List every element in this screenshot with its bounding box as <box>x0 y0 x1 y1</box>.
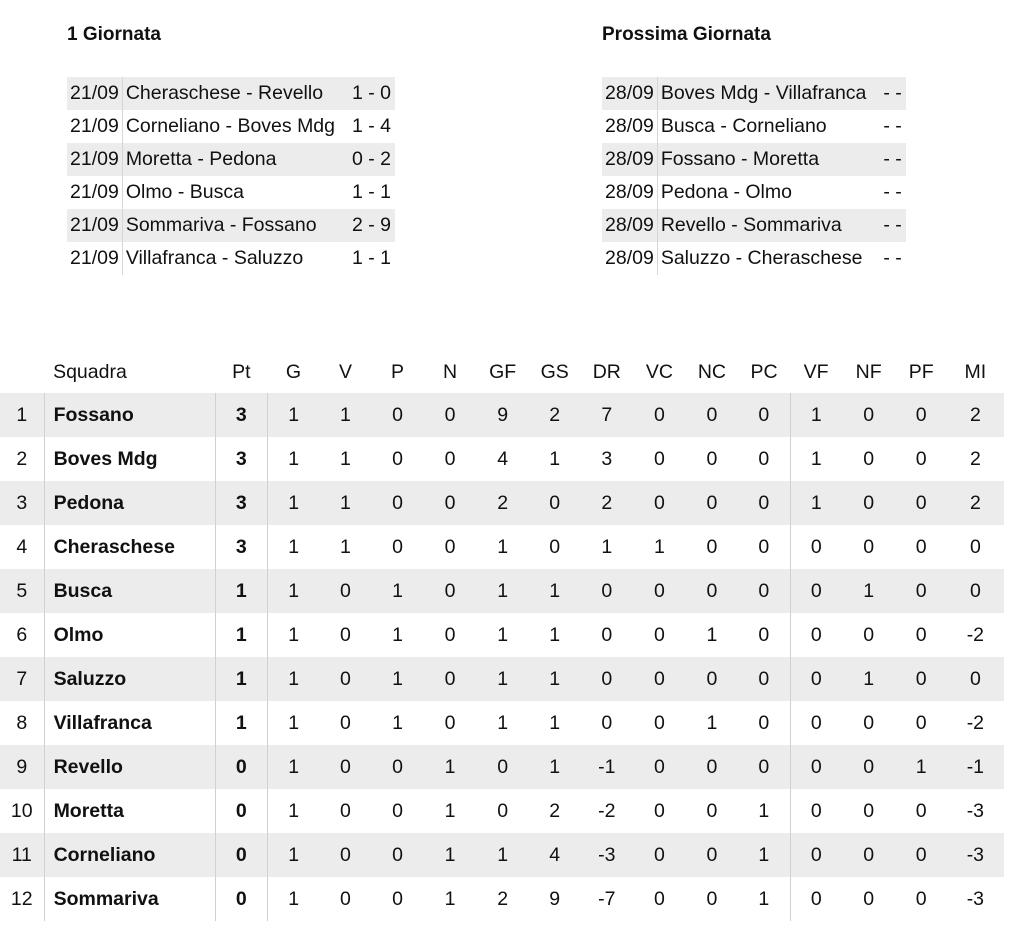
cell-home-draws: 0 <box>706 535 718 558</box>
cell-losses: 0 <box>372 745 424 789</box>
cell-wins: 1 <box>340 447 351 470</box>
cell-rank: 2 <box>16 447 28 470</box>
cell-rank: 5 <box>0 569 44 613</box>
fixture-row <box>67 209 395 242</box>
fixture-row <box>67 77 395 110</box>
fixture-date: 21/09 <box>67 242 122 275</box>
cell-goal-diff: 1 <box>601 535 613 558</box>
cell-goals-for: 0 <box>497 799 509 822</box>
cell-losses: 0 <box>372 833 424 877</box>
cell-played: 1 <box>288 447 300 470</box>
header-wins: V <box>338 361 352 383</box>
cell-home-wins: 0 <box>653 799 665 822</box>
table-row <box>0 877 1004 921</box>
cell-goals-against: 1 <box>529 569 581 613</box>
next-round-title: Prossima Giornata <box>602 24 771 45</box>
cell-team: Corneliano <box>44 833 215 877</box>
cell-points: 3 <box>215 481 267 525</box>
fixture-row <box>67 242 395 275</box>
cell-home-wins: 0 <box>633 833 686 877</box>
fixture-date: 28/09 <box>602 209 657 242</box>
cell-home-draws: 0 <box>686 745 738 789</box>
cell-played: 1 <box>288 535 300 558</box>
cell-goals-against: 1 <box>529 745 581 789</box>
cell-wins: 0 <box>319 745 371 789</box>
cell-home-wins: 1 <box>653 535 665 558</box>
fixture-row <box>602 77 906 110</box>
cell-goals-for: 2 <box>497 887 509 910</box>
cell-home-draws: 1 <box>706 623 718 646</box>
fixture-date: 21/09 <box>67 110 122 143</box>
fixture-score: - - <box>883 115 902 137</box>
cell-goals-against: 1 <box>529 657 581 701</box>
cell-rank: 3 <box>0 481 44 525</box>
cell-mi: -1 <box>947 745 1003 789</box>
fixture-match: Boves Mdg - Villafranca <box>657 77 869 110</box>
header-losses: P <box>391 361 405 383</box>
cell-away-draws: 0 <box>863 887 875 910</box>
cell-points: 0 <box>215 877 267 921</box>
cell-home-wins: 0 <box>633 745 686 789</box>
cell-goals-for: 2 <box>477 481 529 525</box>
cell-away-draws: 0 <box>863 799 875 822</box>
cell-home-losses: 1 <box>758 887 770 910</box>
cell-home-draws: 0 <box>686 481 738 525</box>
cell-away-draws: 0 <box>842 393 895 437</box>
header-away-wins: VF <box>803 361 829 383</box>
cell-home-draws: 0 <box>686 657 738 701</box>
fixture-match: Fossano - Moretta <box>657 143 869 176</box>
cell-away-draws: 0 <box>863 447 875 470</box>
cell-draws: 0 <box>424 481 477 525</box>
cell-mi: -3 <box>966 887 985 910</box>
cell-draws: 1 <box>424 745 477 789</box>
cell-goals-against: 1 <box>549 623 561 646</box>
cell-home-wins: 0 <box>653 623 665 646</box>
cell-draws: 0 <box>444 447 456 470</box>
cell-goals-for: 1 <box>477 569 529 613</box>
cell-rank: 9 <box>0 745 44 789</box>
header-played: G <box>285 361 301 383</box>
cell-home-losses: 0 <box>738 657 790 701</box>
cell-rank: 4 <box>16 535 28 558</box>
cell-rank: 1 <box>0 393 44 437</box>
cell-away-wins: 0 <box>790 525 842 569</box>
cell-losses: 0 <box>372 481 424 525</box>
fixture-date: 21/09 <box>67 176 122 209</box>
cell-goals-against: 1 <box>549 711 561 734</box>
cell-mi: 2 <box>947 481 1003 525</box>
fixture-match: Moretta - Pedona <box>122 143 338 176</box>
cell-home-draws: 0 <box>706 447 718 470</box>
header-home-wins: VC <box>645 361 673 383</box>
cell-draws: 0 <box>424 393 477 437</box>
cell-goals-against: 0 <box>549 535 561 558</box>
cell-wins: 0 <box>319 657 371 701</box>
cell-mi: -2 <box>966 623 985 646</box>
cell-draws: 1 <box>424 833 477 877</box>
cell-home-draws: 0 <box>686 393 738 437</box>
cell-goals-against: 9 <box>549 887 561 910</box>
cell-points: 0 <box>215 833 267 877</box>
cell-home-wins: 0 <box>653 711 665 734</box>
fixture-date: 28/09 <box>602 77 657 110</box>
cell-goals-for: 1 <box>497 623 509 646</box>
table-row <box>0 789 1004 833</box>
fixture-row <box>602 110 906 143</box>
table-row <box>0 701 1004 745</box>
cell-points: 3 <box>215 393 267 437</box>
cell-goal-diff: -3 <box>581 833 633 877</box>
cell-played: 1 <box>267 569 319 613</box>
cell-home-losses: 0 <box>758 623 770 646</box>
cell-wins: 0 <box>340 623 351 646</box>
cell-team: Pedona <box>44 481 215 525</box>
cell-goals-for: 9 <box>477 393 529 437</box>
cell-away-losses: 0 <box>915 711 927 734</box>
fixture-date: 28/09 <box>602 176 657 209</box>
header-team: Squadra <box>53 361 127 383</box>
cell-home-losses: 1 <box>738 833 790 877</box>
cell-team: Fossano <box>44 393 215 437</box>
cell-wins: 1 <box>319 481 371 525</box>
header-home-losses: PC <box>750 361 778 383</box>
cell-team: Moretta <box>44 789 215 833</box>
table-row <box>0 481 1004 525</box>
table-row <box>0 437 1004 481</box>
cell-rank: 8 <box>16 711 28 734</box>
cell-team: Villafranca <box>44 701 215 745</box>
cell-home-draws: 1 <box>706 711 718 734</box>
cell-points: 0 <box>215 789 267 833</box>
cell-away-losses: 0 <box>895 833 947 877</box>
cell-goals-against: 4 <box>529 833 581 877</box>
cell-team: Cheraschese <box>44 525 215 569</box>
table-row <box>0 657 1004 701</box>
fixture-match: Busca - Corneliano <box>660 115 827 137</box>
cell-played: 1 <box>267 481 319 525</box>
cell-points: 1 <box>215 701 267 745</box>
cell-away-wins: 0 <box>790 657 842 701</box>
fixture-match: Revello - Sommariva <box>657 209 869 242</box>
cell-goals-for: 1 <box>497 711 509 734</box>
cell-goal-diff: 0 <box>601 623 613 646</box>
header-away-losses: PF <box>908 361 934 383</box>
table-row <box>0 525 1004 569</box>
cell-away-losses: 0 <box>915 535 927 558</box>
cell-home-wins: 0 <box>633 657 686 701</box>
cell-goals-against: 2 <box>529 393 581 437</box>
cell-home-losses: 1 <box>758 799 770 822</box>
cell-played: 1 <box>267 393 319 437</box>
fixture-match: Cheraschese - Revello <box>122 77 338 110</box>
fixture-row <box>67 110 395 143</box>
cell-goals-for: 1 <box>477 833 529 877</box>
cell-goal-diff: 0 <box>581 569 633 613</box>
fixture-score: 1 - 1 <box>352 181 392 203</box>
cell-wins: 0 <box>319 833 371 877</box>
cell-away-wins: 0 <box>790 833 842 877</box>
cell-rank: 11 <box>0 833 44 877</box>
cell-losses: 1 <box>392 711 403 734</box>
fixture-match: Pedona - Olmo <box>660 181 792 203</box>
cell-away-draws: 0 <box>863 535 875 558</box>
cell-draws: 0 <box>444 711 456 734</box>
cell-away-losses: 0 <box>895 657 947 701</box>
cell-away-draws: 0 <box>863 711 875 734</box>
cell-points: 0 <box>215 745 267 789</box>
cell-wins: 1 <box>340 535 351 558</box>
cell-home-losses: 0 <box>738 481 790 525</box>
header-draws: N <box>443 361 458 383</box>
cell-losses: 0 <box>392 535 403 558</box>
cell-team: Revello <box>44 745 215 789</box>
cell-wins: 0 <box>340 887 351 910</box>
fixture-score: 2 - 9 <box>338 209 395 242</box>
cell-losses: 0 <box>372 393 424 437</box>
cell-points: 3 <box>215 525 267 569</box>
cell-points: 1 <box>215 613 267 657</box>
cell-away-wins: 0 <box>790 701 842 745</box>
header-points: Pt <box>232 361 251 383</box>
table-row <box>0 745 1004 789</box>
cell-home-wins: 0 <box>633 481 686 525</box>
current-round-fixtures <box>67 77 396 275</box>
cell-home-losses: 0 <box>758 447 770 470</box>
cell-away-draws: 0 <box>863 623 875 646</box>
fixture-row <box>67 143 395 176</box>
cell-away-draws: 0 <box>842 481 895 525</box>
cell-away-wins: 0 <box>790 745 842 789</box>
cell-home-wins: 0 <box>653 887 665 910</box>
cell-played: 1 <box>288 623 300 646</box>
fixture-match: Sommariva - Fossano <box>122 209 338 242</box>
fixture-row <box>602 143 906 176</box>
header-goals-for: GF <box>489 361 517 383</box>
cell-points: 1 <box>215 657 267 701</box>
fixture-date: 28/09 <box>602 143 657 176</box>
cell-away-losses: 0 <box>895 393 947 437</box>
cell-goals-against: 1 <box>549 447 561 470</box>
table-row <box>0 393 1004 437</box>
cell-away-wins: 0 <box>790 569 842 613</box>
cell-losses: 0 <box>392 887 403 910</box>
cell-away-wins: 0 <box>790 877 842 921</box>
fixture-match: Villafranca - Saluzzo <box>125 247 304 269</box>
cell-home-draws: 0 <box>706 887 718 910</box>
cell-team: Boves Mdg <box>44 437 215 481</box>
cell-away-draws: 1 <box>842 657 895 701</box>
cell-mi: -3 <box>947 833 1003 877</box>
header-rank <box>0 352 44 393</box>
cell-goals-against: 2 <box>549 799 561 822</box>
cell-goal-diff: -1 <box>581 745 633 789</box>
cell-away-wins: 1 <box>790 393 842 437</box>
fixture-match: Olmo - Busca <box>125 181 244 203</box>
cell-losses: 1 <box>372 657 424 701</box>
cell-away-wins: 0 <box>790 789 842 833</box>
cell-rank: 6 <box>16 623 28 646</box>
cell-away-wins: 1 <box>790 481 842 525</box>
cell-points: 1 <box>215 569 267 613</box>
fixture-score: - - <box>883 181 902 203</box>
cell-goals-for: 0 <box>477 745 529 789</box>
cell-draws: 0 <box>424 569 477 613</box>
standings-header-row <box>0 352 1004 393</box>
cell-home-wins: 0 <box>633 569 686 613</box>
cell-rank: 10 <box>10 799 33 822</box>
cell-away-losses: 0 <box>895 569 947 613</box>
cell-away-losses: 0 <box>915 799 927 822</box>
cell-home-losses: 0 <box>758 535 770 558</box>
cell-away-draws: 0 <box>842 833 895 877</box>
fixture-date: 21/09 <box>67 77 122 110</box>
cell-losses: 1 <box>372 569 424 613</box>
fixture-date: 28/09 <box>602 242 657 275</box>
cell-draws: 0 <box>424 657 477 701</box>
cell-played: 1 <box>288 799 300 822</box>
cell-mi: -3 <box>966 799 985 822</box>
fixture-row <box>602 242 906 275</box>
cell-team: Sommariva <box>44 877 215 921</box>
header-goals-against: GS <box>540 361 569 383</box>
cell-goal-diff: 7 <box>581 393 633 437</box>
cell-mi: 2 <box>947 393 1003 437</box>
cell-mi: 0 <box>969 535 981 558</box>
cell-away-draws: 0 <box>842 745 895 789</box>
cell-home-losses: 0 <box>738 393 790 437</box>
cell-played: 1 <box>288 711 300 734</box>
cell-away-losses: 0 <box>915 623 927 646</box>
cell-home-wins: 0 <box>653 447 665 470</box>
cell-rank: 12 <box>10 887 33 910</box>
cell-goals-against: 0 <box>529 481 581 525</box>
cell-away-losses: 0 <box>915 887 927 910</box>
table-row <box>0 613 1004 657</box>
cell-played: 1 <box>288 887 300 910</box>
cell-played: 1 <box>267 745 319 789</box>
fixture-score: 1 - 1 <box>352 247 392 269</box>
header-goal-diff: DR <box>592 361 621 383</box>
current-round-title: 1 Giornata <box>67 24 161 45</box>
standings-table <box>0 352 1004 921</box>
cell-away-losses: 0 <box>895 481 947 525</box>
cell-away-wins: 1 <box>790 437 842 481</box>
fixture-row <box>67 176 395 209</box>
fixture-score: - - <box>869 77 905 110</box>
header-mi: MI <box>964 361 987 383</box>
fixture-row <box>602 176 906 209</box>
cell-played: 1 <box>267 833 319 877</box>
cell-wins: 0 <box>340 799 351 822</box>
fixture-score: 1 - 0 <box>338 77 395 110</box>
fixture-score: 0 - 2 <box>338 143 395 176</box>
cell-goal-diff: -2 <box>598 799 616 822</box>
cell-wins: 0 <box>340 711 351 734</box>
cell-away-losses: 1 <box>895 745 947 789</box>
table-row <box>0 569 1004 613</box>
cell-mi: 0 <box>947 657 1003 701</box>
cell-played: 1 <box>267 657 319 701</box>
cell-mi: 2 <box>969 447 981 470</box>
cell-mi: -2 <box>966 711 985 734</box>
table-row <box>0 833 1004 877</box>
fixture-date: 21/09 <box>67 209 122 242</box>
fixture-date: 21/09 <box>67 143 122 176</box>
cell-team: Saluzzo <box>44 657 215 701</box>
cell-goal-diff: 2 <box>581 481 633 525</box>
cell-goals-for: 1 <box>497 535 509 558</box>
cell-goals-for: 1 <box>477 657 529 701</box>
cell-draws: 1 <box>444 887 456 910</box>
cell-rank: 7 <box>0 657 44 701</box>
cell-home-draws: 0 <box>686 569 738 613</box>
cell-home-losses: 0 <box>758 711 770 734</box>
cell-home-losses: 0 <box>738 745 790 789</box>
cell-losses: 0 <box>392 799 403 822</box>
next-round-fixtures <box>602 77 906 275</box>
cell-home-wins: 0 <box>633 393 686 437</box>
header-home-draws: NC <box>697 361 727 383</box>
cell-losses: 1 <box>392 623 403 646</box>
cell-draws: 1 <box>444 799 456 822</box>
cell-draws: 0 <box>444 535 456 558</box>
header-away-draws: NF <box>855 361 882 383</box>
cell-goal-diff: -7 <box>598 887 616 910</box>
cell-away-wins: 0 <box>790 613 842 657</box>
cell-away-draws: 1 <box>842 569 895 613</box>
cell-goal-diff: 0 <box>581 657 633 701</box>
cell-home-draws: 0 <box>706 799 718 822</box>
fixture-match: Saluzzo - Cheraschese <box>660 247 863 269</box>
cell-points: 3 <box>215 437 267 481</box>
cell-wins: 0 <box>319 569 371 613</box>
cell-home-draws: 0 <box>686 833 738 877</box>
cell-draws: 0 <box>444 623 456 646</box>
fixture-score: - - <box>883 247 902 269</box>
cell-away-losses: 0 <box>915 447 927 470</box>
cell-losses: 0 <box>392 447 403 470</box>
fixture-score: 1 - 4 <box>352 115 392 137</box>
cell-mi: 0 <box>947 569 1003 613</box>
fixture-score: - - <box>869 143 905 176</box>
cell-goal-diff: 3 <box>601 447 613 470</box>
fixture-date: 28/09 <box>602 110 657 143</box>
fixture-row <box>602 209 906 242</box>
cell-goals-for: 4 <box>497 447 509 470</box>
cell-team: Busca <box>44 569 215 613</box>
cell-home-losses: 0 <box>738 569 790 613</box>
cell-goal-diff: 0 <box>601 711 613 734</box>
fixture-match: Corneliano - Boves Mdg <box>125 115 335 137</box>
fixture-score: - - <box>869 209 905 242</box>
cell-team: Olmo <box>44 613 215 657</box>
cell-wins: 1 <box>319 393 371 437</box>
